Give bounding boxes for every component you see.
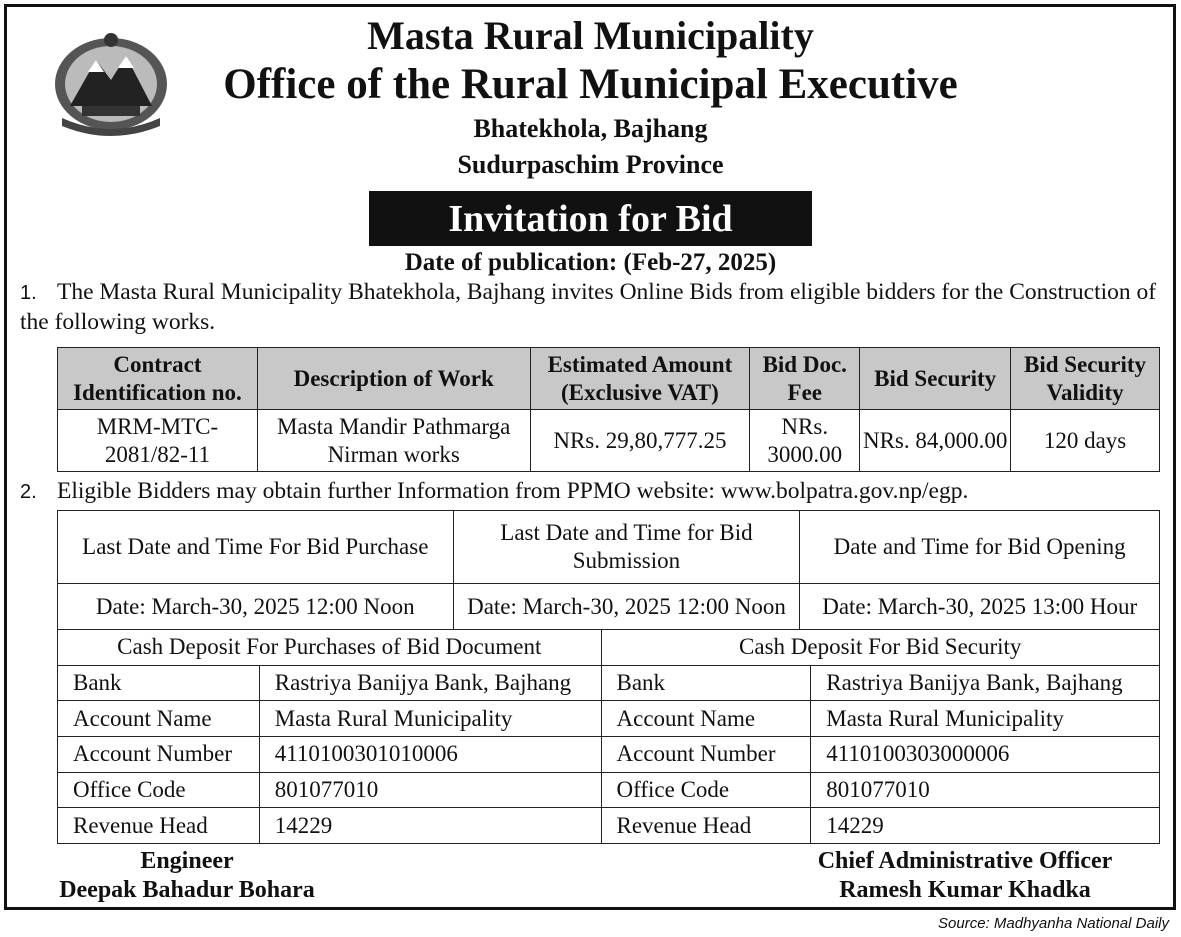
office-location: Bhatekhola, Bajhang <box>473 114 708 143</box>
works-table <box>57 347 1160 472</box>
office-name: Office of the Rural Municipal Executive <box>223 61 958 108</box>
row-label: Account Name <box>601 701 811 737</box>
deposit-bid-security-title: Cash Deposit For Bid Security <box>601 630 1160 666</box>
row-label: Bank <box>601 665 811 701</box>
value-bid-opening: Date: March-30, 2025 13:00 Hour <box>800 584 1160 630</box>
row-right-value: Masta Rural Municipality <box>811 701 1160 737</box>
municipality-name: Masta Rural Municipality <box>367 13 814 58</box>
item-1-number: 1. <box>20 282 37 304</box>
cao-signature <box>810 847 1120 905</box>
cell-bid-doc-fee: NRs. 3000.00 <box>750 410 860 472</box>
title-banner: Invitation for Bid <box>369 191 812 246</box>
header-bid-submission: Last Date and Time for Bid Submission <box>453 511 800 584</box>
row-label: Bank <box>58 665 260 701</box>
table-row <box>58 808 1160 844</box>
engineer-name: Deepak Bahadur Bohara <box>59 877 315 903</box>
row-right-value: 801077010 <box>811 772 1160 808</box>
header-bid-security: Bid Security <box>860 348 1011 410</box>
engineer-title: Engineer <box>140 848 234 874</box>
header-contract-id: Contract Identification no. <box>58 348 258 410</box>
deposit-header-row <box>58 630 1160 666</box>
cell-bid-security: NRs. 84,000.00 <box>860 410 1011 472</box>
row-label: Office Code <box>58 772 260 808</box>
row-right-value: 14229 <box>811 808 1160 844</box>
cao-name: Ramesh Kumar Khadka <box>839 877 1091 903</box>
table-row <box>58 772 1160 808</box>
item-2 <box>20 477 1170 507</box>
header-bid-purchase: Last Date and Time For Bid Purchase <box>58 511 454 584</box>
row-label: Revenue Head <box>58 808 260 844</box>
header-bid-opening: Date and Time for Bid Opening <box>800 511 1160 584</box>
item-2-number: 2. <box>20 481 37 503</box>
row-label: Revenue Head <box>601 808 811 844</box>
publication-date: Date of publication: (Feb-27, 2025) <box>404 249 777 276</box>
cell-description: Masta Mandir Pathmarga Nirman works <box>257 410 530 472</box>
row-label: Office Code <box>601 772 811 808</box>
item-1-text: The Masta Rural Municipality Bhatekhola, Bajhang invites Online Bids from eligible bidders for the Construction of the following works. <box>20 279 1157 335</box>
value-bid-purchase: Date: March-30, 2025 12:00 Noon <box>58 584 454 630</box>
header-estimated-amount: Estimated Amount (Exclusive VAT) <box>530 348 750 410</box>
deposit-bid-document-title: Cash Deposit For Purchases of Bid Document <box>58 630 602 666</box>
row-right-value: 4110100303000006 <box>811 737 1160 773</box>
works-header-row <box>58 348 1160 410</box>
row-label: Account Number <box>601 737 811 773</box>
header-bid-doc-fee: Bid Doc. Fee <box>750 348 860 410</box>
table-row <box>58 701 1160 737</box>
row-left-value: 801077010 <box>259 772 601 808</box>
row-left-value: 4110100301010006 <box>259 737 601 773</box>
header-description: Description of Work <box>257 348 530 410</box>
header-bid-security-validity: Bid Security Validity <box>1011 348 1160 410</box>
table-row <box>58 737 1160 773</box>
row-left-value: Masta Rural Municipality <box>259 701 601 737</box>
row-label: Account Name <box>58 701 260 737</box>
row-left-value: Rastriya Banijya Bank, Bajhang <box>259 665 601 701</box>
dates-table <box>57 510 1160 630</box>
source-credit: Source: Madhyanha National Daily <box>938 915 1169 932</box>
cell-contract-id: MRM-MTC-2081/82-11 <box>58 410 258 472</box>
item-1 <box>20 278 1170 337</box>
row-right-value: Rastriya Banijya Bank, Bajhang <box>811 665 1160 701</box>
table-row <box>58 410 1160 472</box>
cell-estimated-amount: NRs. 29,80,777.25 <box>530 410 750 472</box>
cao-title: Chief Administrative Officer <box>817 848 1113 874</box>
cell-validity: 120 days <box>1011 410 1160 472</box>
province-name: Sudurpaschim Province <box>457 150 724 179</box>
value-bid-submission: Date: March-30, 2025 12:00 Noon <box>453 584 800 630</box>
table-row <box>58 665 1160 701</box>
deposit-table <box>57 629 1160 844</box>
row-label: Account Number <box>58 737 260 773</box>
table-row <box>58 584 1160 630</box>
row-left-value: 14229 <box>259 808 601 844</box>
engineer-signature <box>57 847 317 905</box>
item-2-text: Eligible Bidders may obtain further Information from PPMO website: www.bolpatra.gov.np/egp. <box>57 478 969 504</box>
dates-header-row <box>58 511 1160 584</box>
